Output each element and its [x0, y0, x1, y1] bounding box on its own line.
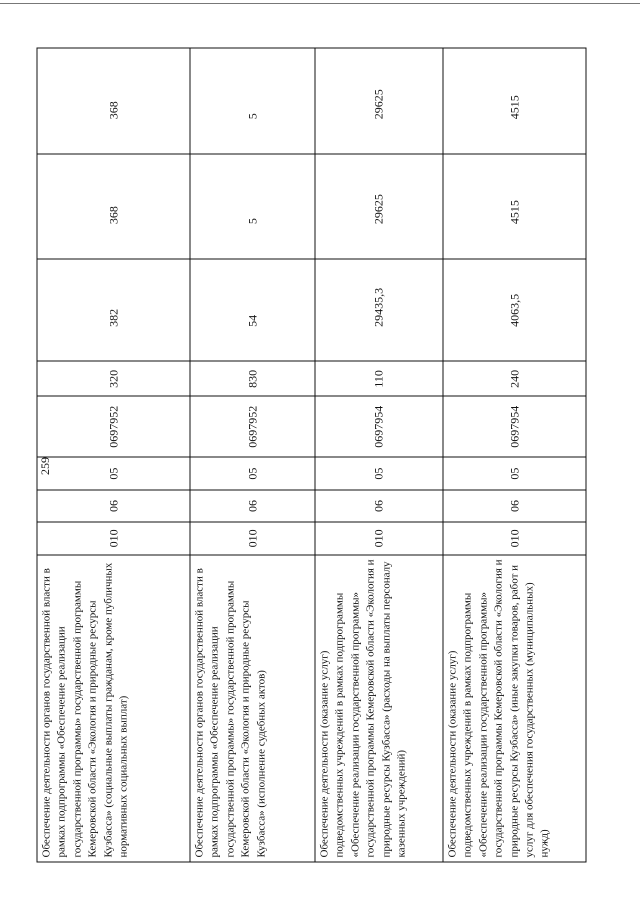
subsection-code-cell: 05 [443, 457, 585, 490]
table-row [37, 49, 190, 862]
target-code-cell: 0697952 [37, 396, 189, 457]
amount-year2-cell: 29625 [315, 153, 442, 258]
expense-type-code-cell: 320 [37, 361, 189, 396]
budget-table [36, 48, 586, 863]
ministry-code-cell: 010 [190, 521, 314, 554]
ministry-code-cell: 010 [443, 521, 585, 554]
expense-name-cell: Обеспечение деятельности (оказание услуг) подведомственных учреждений в рамках подпрограммы «Обеспечение реализации государственной программы» государственной программы Кемеровской области «Экология и природные ресурсы Кузбасса» (иные закупки товаров, работ и услуг для обеспечения государственных (муниципальных) нужд) [443, 554, 585, 861]
amount-year3-cell: 368 [105, 101, 120, 120]
page-number: 259 [38, 457, 52, 475]
expense-name-cell: Обеспечение деятельности (оказание услуг) подведомственных учреждений в рамках подпрограммы «Обеспечение реализации государственной программы» государственной программы Кемеровской области «Экология и природные ресурсы Кузбасса» (расходы на выплаты персоналу казенных учреждений) [315, 554, 442, 861]
subsection-code-cell: 05 [37, 457, 189, 490]
ministry-code-cell: 010 [315, 521, 442, 554]
amount-year3-cell: 5 [244, 113, 259, 120]
amount-year2-cell: 368 [37, 153, 189, 258]
subsection-code-cell: 05 [190, 457, 314, 490]
amount-year1-cell: 29435,3 [315, 258, 442, 361]
amount-year1-cell: 4063,5 [443, 258, 585, 361]
table-row [443, 49, 585, 862]
section-code-cell: 06 [37, 490, 189, 522]
ministry-code-cell: 010 [37, 521, 189, 554]
amount-year3-cell: 29625 [371, 89, 385, 120]
expense-name-cell: Обеспечение деятельности органов государственной власти в рамках подпрограммы «Обеспечение реализации государственной программы» государственной программы Кемеровской области «Экология и природные ресурсы Кузбасса» (исполнение судебных актов) [190, 554, 314, 861]
table-row [315, 49, 443, 862]
table-row [190, 49, 315, 862]
target-code-cell: 0697954 [315, 396, 442, 457]
section-code-cell: 06 [315, 490, 442, 522]
target-code-cell: 0697954 [443, 396, 585, 457]
amount-year3-cell: 4515 [506, 95, 521, 120]
amount-year2-cell: 4515 [443, 153, 585, 258]
expense-type-code-cell: 830 [190, 361, 314, 396]
scan-top-edge [0, 3, 640, 4]
section-code-cell: 06 [443, 490, 585, 522]
amount-year1-cell: 54 [190, 258, 314, 361]
subsection-code-cell: 05 [315, 457, 442, 490]
expense-type-code-cell: 240 [443, 361, 585, 396]
expense-type-code-cell: 110 [315, 361, 442, 396]
expense-name-cell: Обеспечение деятельности органов государственной власти в рамках подпрограммы «Обеспечение реализации государственной программы» государственной программы Кемеровской области «Экология и природные ресурсы Кузбасса» (социальные выплаты гражданам, кроме публичных нормативных социальных выплат) [37, 554, 189, 861]
target-code-cell: 0697952 [190, 396, 314, 457]
amount-year2-cell: 5 [190, 153, 314, 258]
section-code-cell: 06 [190, 490, 314, 522]
amount-year1-cell: 382 [37, 258, 189, 361]
